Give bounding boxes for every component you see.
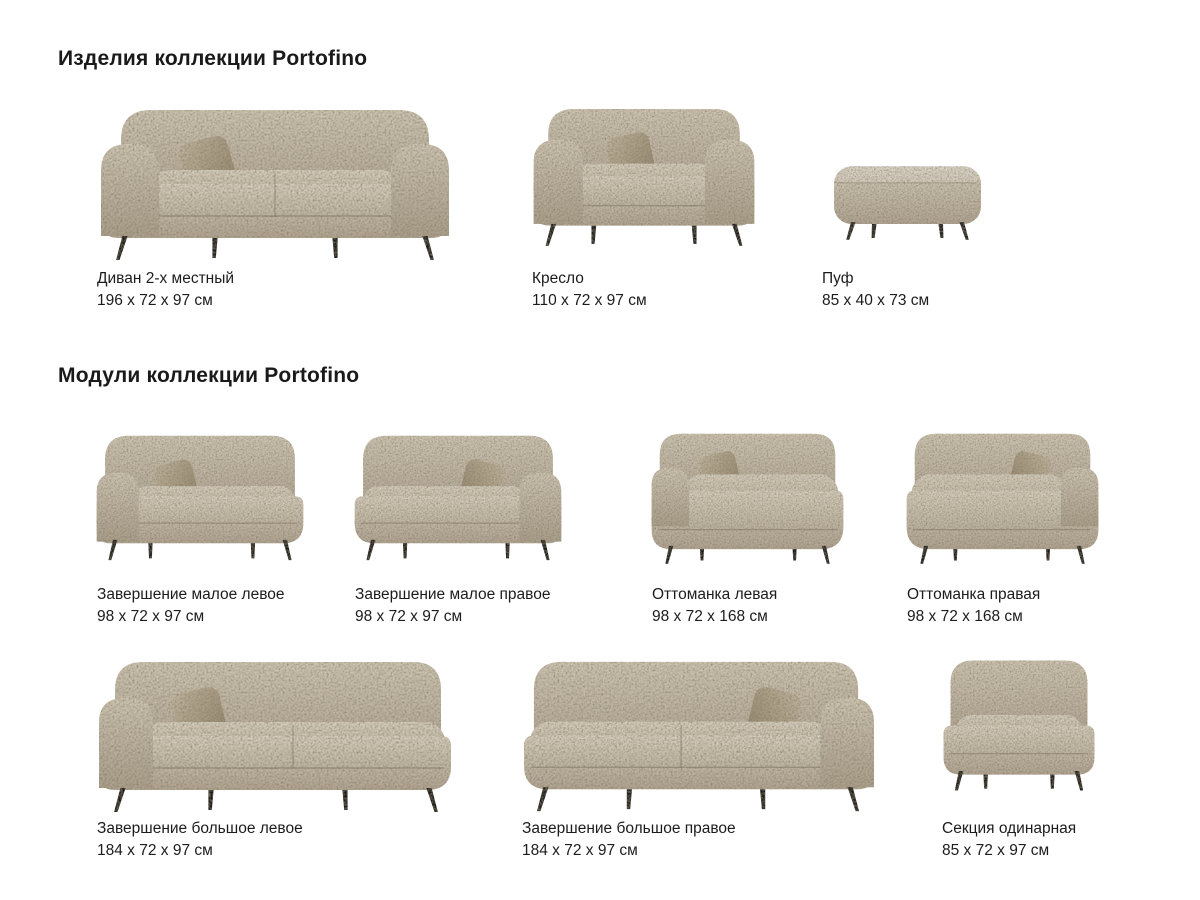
item-dimensions: 98 x 72 x 97 см bbox=[97, 608, 205, 625]
item-dimensions: 98 x 72 x 168 см bbox=[652, 608, 768, 625]
end-module-small-right-icon bbox=[353, 424, 563, 563]
pouf-icon bbox=[820, 98, 995, 242]
sofa-2-seat-icon bbox=[95, 98, 455, 263]
item-name: Завершение большое правое bbox=[522, 820, 736, 837]
item-dimensions: 85 x 40 x 73 см bbox=[822, 292, 930, 309]
catalog-item-end-module-small-right[interactable] bbox=[353, 424, 563, 625]
item-dimensions: 98 x 72 x 97 см bbox=[355, 608, 463, 625]
catalog-item-section-single[interactable] bbox=[940, 650, 1098, 859]
item-caption bbox=[532, 268, 792, 312]
end-module-large-left-icon bbox=[95, 650, 455, 815]
item-caption bbox=[942, 818, 1200, 862]
section-title-modules: Модули коллекции Portofino bbox=[58, 364, 360, 387]
item-name: Кресло bbox=[532, 270, 584, 287]
item-dimensions: 110 x 72 x 97 см bbox=[532, 292, 647, 309]
ottoman-right-icon bbox=[905, 424, 1100, 570]
catalog-item-pouf[interactable] bbox=[820, 98, 995, 309]
item-name: Оттоманка левая bbox=[652, 586, 778, 603]
item-name: Диван 2-х местный bbox=[97, 270, 235, 287]
catalog-item-armchair[interactable] bbox=[530, 98, 758, 309]
item-caption bbox=[652, 584, 912, 628]
item-caption bbox=[522, 818, 782, 862]
item-caption bbox=[355, 584, 615, 628]
item-dimensions: 196 x 72 x 97 см bbox=[97, 292, 213, 309]
item-dimensions: 98 x 72 x 168 см bbox=[907, 608, 1023, 625]
item-name: Секция одинарная bbox=[942, 820, 1077, 837]
catalog-item-end-module-large-left[interactable] bbox=[95, 650, 455, 859]
item-caption bbox=[97, 818, 357, 862]
item-dimensions: 184 x 72 x 97 см bbox=[522, 842, 638, 859]
item-caption bbox=[822, 268, 1082, 312]
item-name: Оттоманка правая bbox=[907, 586, 1041, 603]
item-name: Завершение малое правое bbox=[355, 586, 551, 603]
item-caption bbox=[907, 584, 1167, 628]
item-dimensions: 184 x 72 x 97 см bbox=[97, 842, 213, 859]
section-single-icon bbox=[940, 650, 1098, 795]
item-name: Завершение большое левое bbox=[97, 820, 303, 837]
ottoman-left-icon bbox=[650, 424, 845, 570]
catalog-item-ottoman-right[interactable] bbox=[905, 424, 1100, 625]
catalog-item-end-module-small-left[interactable] bbox=[95, 424, 305, 625]
catalog-item-sofa-2-seat[interactable] bbox=[95, 98, 455, 309]
catalog-item-end-module-large-right[interactable] bbox=[520, 650, 878, 859]
item-dimensions: 85 x 72 x 97 см bbox=[942, 842, 1050, 859]
end-module-large-right-icon bbox=[520, 650, 878, 814]
item-caption bbox=[97, 268, 357, 312]
end-module-small-left-icon bbox=[95, 424, 305, 563]
armchair-icon bbox=[530, 98, 758, 248]
item-caption bbox=[97, 584, 357, 628]
item-name: Пуф bbox=[822, 270, 854, 287]
item-name: Завершение малое левое bbox=[97, 586, 285, 603]
catalog-item-ottoman-left[interactable] bbox=[650, 424, 845, 625]
section-title-products: Изделия коллекции Portofino bbox=[58, 47, 368, 70]
